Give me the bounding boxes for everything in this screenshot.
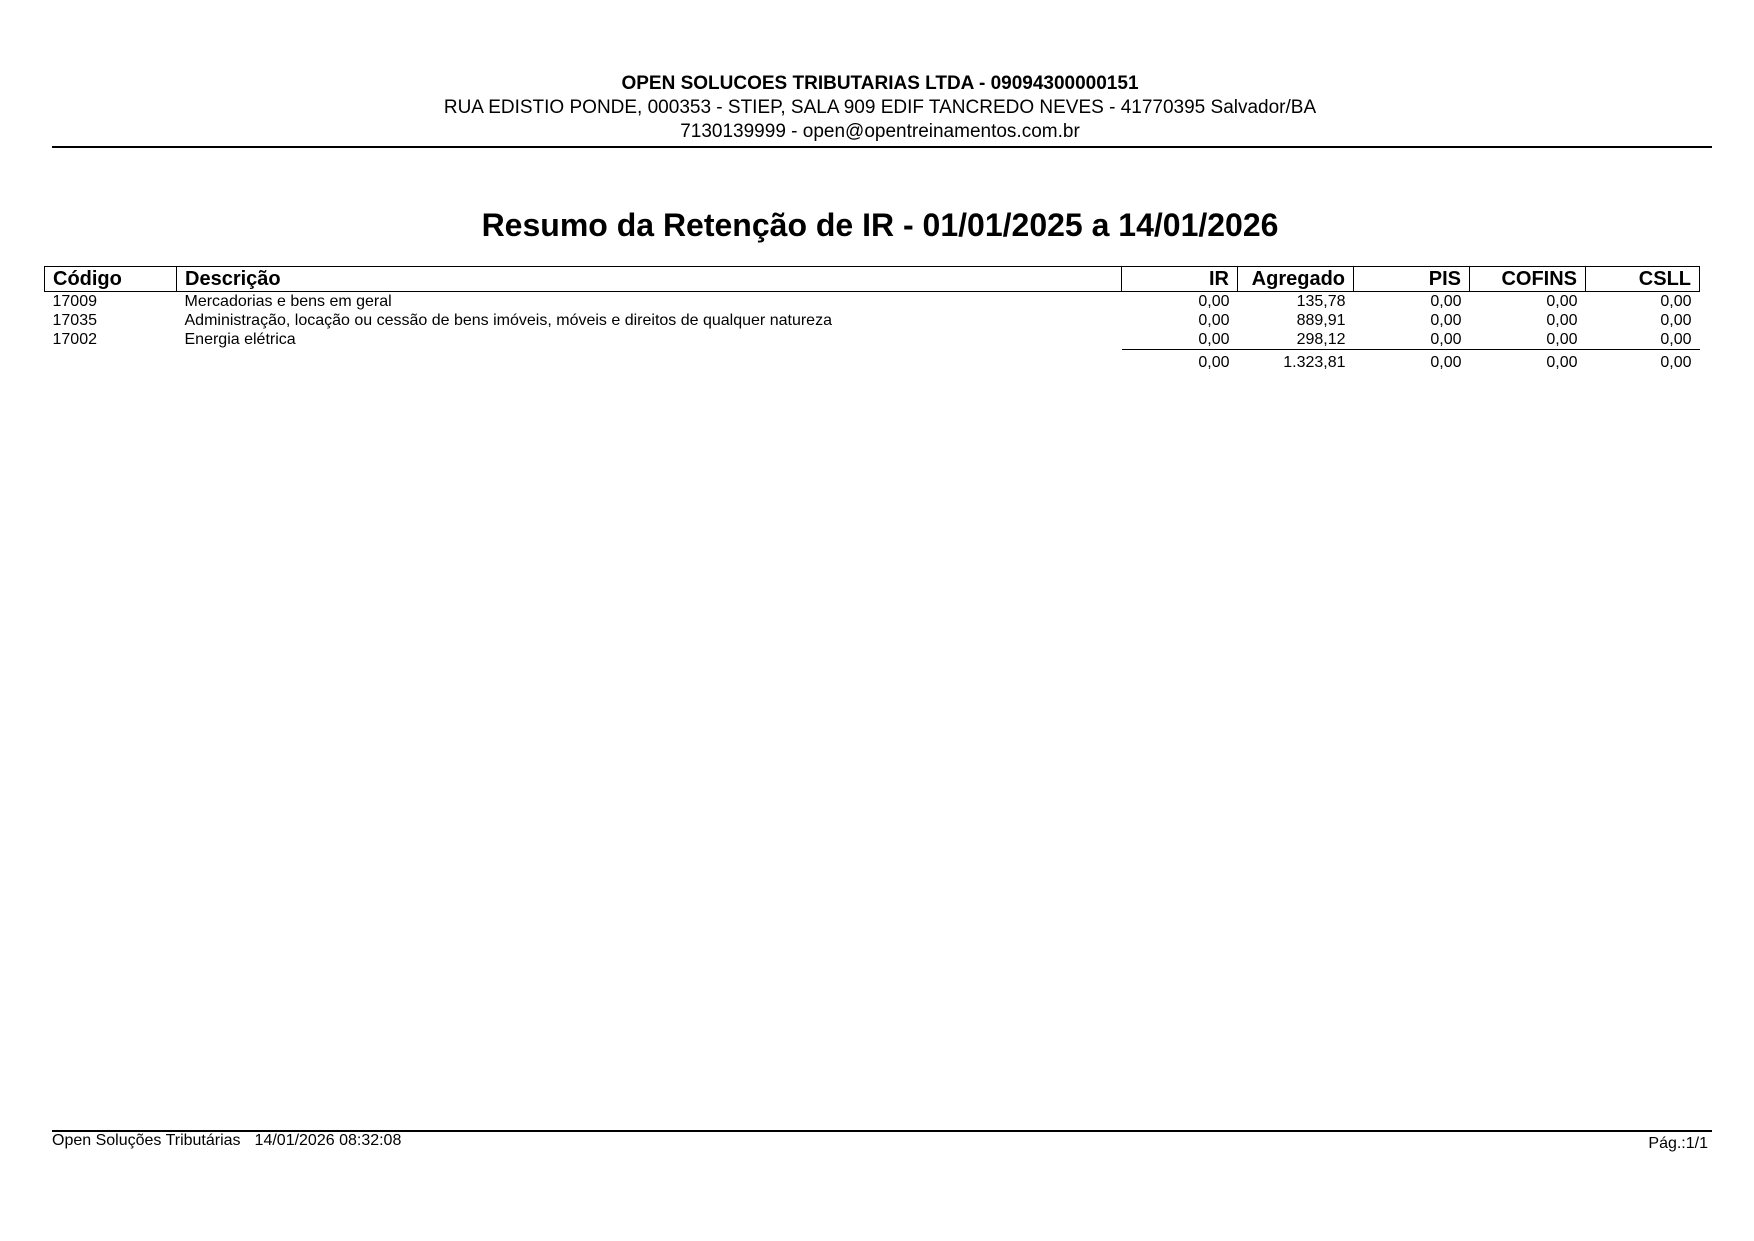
cell-csll: 0,00 [1660, 312, 1692, 329]
cell-codigo: 17009 [52, 293, 97, 310]
cell-ir: 0,00 [1198, 293, 1230, 310]
cell-ir: 0,00 [1198, 312, 1230, 329]
footer-timestamp: 14/01/2026 08:32:08 [254, 1132, 402, 1149]
cell-agregado: 889,91 [1296, 312, 1346, 329]
company-address: RUA EDISTIO PONDE, 000353 - STIEP, SALA 909 EDIF TANCREDO NEVES - 41770395 Salvador/BA [443, 97, 1317, 118]
table-row [45, 292, 1700, 312]
cell-codigo: 17002 [52, 331, 97, 349]
company-name: OPEN SOLUCOES TRIBUTARIAS LTDA - 09094300000151 [621, 73, 1139, 94]
cell-codigo: 17035 [52, 312, 97, 329]
col-header-pis: PIS [1354, 267, 1470, 292]
total-agregado: 1.323,81 [1238, 350, 1354, 373]
col-header-codigo: Código [45, 267, 177, 292]
total-pis: 0,00 [1354, 350, 1470, 373]
retention-summary-table [44, 266, 1700, 372]
cell-descricao: Administração, locação ou cessão de bens imóveis, móveis e direitos de qualquer natureza [184, 312, 832, 329]
cell-cofins: 0,00 [1546, 312, 1578, 329]
header-divider [52, 146, 1712, 148]
cell-agregado: 135,78 [1296, 293, 1346, 310]
report-header [52, 72, 1708, 144]
table-row [45, 330, 1700, 350]
cell-descricao: Energia elétrica [184, 331, 296, 349]
total-cofins: 0,00 [1470, 350, 1586, 373]
totals-row [45, 350, 1700, 373]
report-title: Resumo da Retenção de IR - 01/01/2025 a 14/01/2026 [481, 207, 1279, 243]
cell-ir: 0,00 [1198, 331, 1230, 348]
cell-pis: 0,00 [1430, 293, 1462, 310]
total-ir: 0,00 [1122, 350, 1238, 373]
footer-system-name: Open Soluções Tributárias [52, 1132, 241, 1149]
total-csll: 0,00 [1586, 350, 1700, 373]
company-contact: 7130139999 - open@opentreinamentos.com.br [680, 121, 1080, 142]
col-header-descricao: Descrição [177, 267, 1122, 292]
cell-descricao: Mercadorias e bens em geral [184, 293, 392, 310]
cell-cofins: 0,00 [1546, 331, 1578, 348]
table-row [45, 311, 1700, 330]
table-header-row [45, 267, 1700, 292]
cell-csll: 0,00 [1660, 293, 1692, 310]
col-header-agregado: Agregado [1238, 267, 1354, 292]
col-header-ir: IR [1122, 267, 1238, 292]
cell-agregado: 298,12 [1296, 331, 1346, 348]
cell-pis: 0,00 [1430, 331, 1462, 348]
col-header-cofins: COFINS [1470, 267, 1586, 292]
cell-pis: 0,00 [1430, 312, 1462, 329]
footer-info [52, 1132, 401, 1150]
col-header-csll: CSLL [1586, 267, 1700, 292]
cell-cofins: 0,00 [1546, 293, 1578, 310]
cell-csll: 0,00 [1660, 331, 1692, 348]
page-number: Pág.:1/1 [1648, 1135, 1708, 1152]
